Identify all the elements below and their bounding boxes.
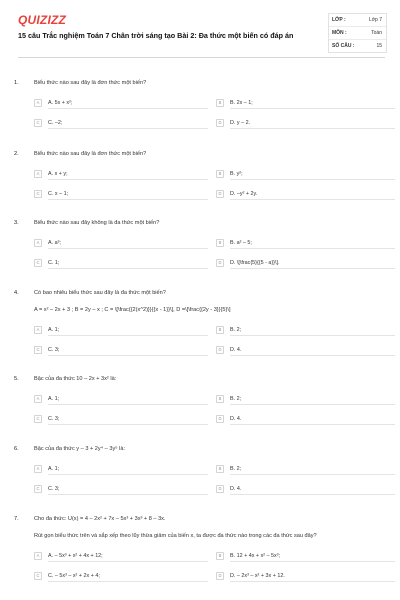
option-text: C. x – 1; (48, 190, 69, 197)
meta-table (328, 13, 387, 53)
meta-value: Toán (371, 30, 382, 36)
option-text: B. 2x – 1; (230, 99, 253, 106)
answer-option-b[interactable] (216, 168, 243, 179)
option-text: D. 4. (230, 415, 242, 422)
question-number: 4. (14, 290, 19, 296)
option-text: A. – 5x³ + x² + 4x + 12; (48, 552, 103, 559)
option-text: B. y²; (230, 170, 243, 177)
answer-option-a[interactable] (34, 550, 103, 561)
answer-option-d[interactable] (216, 344, 241, 355)
option-underline (230, 248, 395, 249)
answer-option-b[interactable] (216, 324, 241, 335)
option-underline (48, 128, 208, 129)
answer-option-c[interactable] (34, 117, 62, 128)
meta-value: Lớp 7 (368, 17, 382, 23)
header-divider (18, 57, 385, 58)
option-letter-box[interactable]: D (216, 259, 224, 267)
option-text: D. –y² + 2y. (230, 190, 258, 197)
option-underline (230, 128, 395, 129)
option-letter-box[interactable]: D (216, 485, 224, 493)
answer-option-d[interactable] (216, 188, 257, 199)
answer-option-a[interactable] (34, 393, 59, 404)
option-letter-box[interactable]: A (34, 326, 42, 334)
option-underline (48, 581, 208, 582)
answer-option-c[interactable] (34, 257, 59, 268)
meta-row-count (329, 40, 386, 52)
option-letter-box[interactable]: C (34, 346, 42, 354)
option-text: A. 1; (48, 465, 60, 472)
option-letter-box[interactable]: D (216, 572, 224, 580)
option-underline (230, 179, 395, 180)
option-underline (230, 404, 395, 405)
option-text: B. 2; (230, 326, 242, 333)
option-underline (230, 581, 395, 582)
question-text: Biểu thức nào sau đây là đơn thức một biến? (34, 80, 147, 86)
answer-option-d[interactable] (216, 570, 285, 581)
answer-option-a[interactable] (34, 168, 68, 179)
answer-option-d[interactable] (216, 117, 250, 128)
option-letter-box[interactable]: C (34, 415, 42, 423)
option-underline (48, 248, 208, 249)
question-number: 6. (14, 446, 19, 452)
question-subtext: A = x² – 2x + 3 ; B = 2y – x ; C = \[\frac{{2(x^2)}}{{x - 1}}\], D =\[\frac{{2y - 3}}{5}\] (34, 307, 231, 313)
question-text: Bậc của đa thức 10 – 2x + 3x² là: (34, 376, 117, 382)
option-letter-box[interactable]: B (216, 465, 224, 473)
option-underline (48, 561, 208, 562)
answer-option-b[interactable] (216, 393, 241, 404)
question-text: Biểu thức nào sau đây không là đa thức một biến? (34, 220, 160, 226)
answer-option-a[interactable] (34, 97, 72, 108)
answer-option-c[interactable] (34, 483, 59, 494)
option-text: C. – 5x³ – x² + 2x + 4; (48, 572, 100, 579)
question-number: 5. (14, 376, 19, 382)
answer-option-a[interactable] (34, 324, 59, 335)
option-text: D. \[\frac{5}{{5 - a}}\]. (230, 259, 280, 266)
option-text: B. 2; (230, 465, 242, 472)
option-text: C. 3; (48, 346, 60, 353)
option-text: D. 4. (230, 485, 242, 492)
question-text: Cho đa thức: U(x) = 4 – 2x² + 7x – 5x³ + 3x³ + 8 – 3x. (34, 516, 166, 522)
option-letter-box[interactable]: A (34, 552, 42, 560)
option-text: C. –2; (48, 119, 63, 126)
meta-row-subject (329, 27, 386, 40)
option-text: B. a² – 5; (230, 239, 252, 246)
option-underline (230, 424, 395, 425)
question-number: 1. (14, 80, 19, 86)
option-letter-box[interactable]: A (34, 239, 42, 247)
answer-option-b[interactable] (216, 463, 241, 474)
option-underline (48, 355, 208, 356)
option-underline (230, 108, 395, 109)
option-letter-box[interactable]: C (34, 572, 42, 580)
option-underline (230, 561, 395, 562)
answer-option-c[interactable] (34, 413, 59, 424)
option-text: D. – 2x³ – x² + 3x + 12. (230, 572, 285, 579)
option-letter-box[interactable]: C (34, 190, 42, 198)
option-letter-box[interactable]: A (34, 465, 42, 473)
option-letter-box[interactable]: B (216, 99, 224, 107)
option-letter-box[interactable]: D (216, 346, 224, 354)
question-number: 2. (14, 151, 19, 157)
answer-option-d[interactable] (216, 413, 241, 424)
option-letter-box[interactable]: C (34, 259, 42, 267)
quizizz-logo: QUIZIZZ (18, 13, 67, 27)
option-letter-box[interactable]: C (34, 485, 42, 493)
option-letter-box[interactable]: B (216, 170, 224, 178)
option-text: A. a³; (48, 239, 61, 246)
option-letter-box[interactable]: B (216, 395, 224, 403)
option-letter-box[interactable]: A (34, 395, 42, 403)
option-letter-box[interactable]: C (34, 119, 42, 127)
option-text: A. 5x + x²; (48, 99, 73, 106)
option-letter-box[interactable]: D (216, 119, 224, 127)
option-letter-box[interactable]: D (216, 415, 224, 423)
meta-key: MÔN : (332, 30, 347, 36)
option-text: C. 3; (48, 415, 60, 422)
question-subtext: Rút gọn biểu thức trên và sắp xếp theo lũy thừa giảm của biến x, ta được đa thức nào trong các đa thức sau đây? (34, 533, 317, 539)
option-underline (48, 404, 208, 405)
option-underline (48, 108, 208, 109)
answer-option-a[interactable] (34, 463, 59, 474)
option-underline (48, 268, 208, 269)
answer-option-b[interactable] (216, 237, 252, 248)
meta-row-grade (329, 14, 386, 27)
answer-option-d[interactable] (216, 257, 279, 268)
option-text: B. 2; (230, 395, 242, 402)
option-underline (230, 199, 395, 200)
option-letter-box[interactable]: A (34, 170, 42, 178)
option-letter-box[interactable]: B (216, 326, 224, 334)
option-text: D. y – 2. (230, 119, 251, 126)
option-underline (48, 335, 208, 336)
meta-key: LỚP : (332, 17, 346, 23)
option-letter-box[interactable]: B (216, 239, 224, 247)
meta-key: SỐ CÂU : (332, 43, 355, 49)
option-underline (48, 494, 208, 495)
answer-option-c[interactable] (34, 570, 100, 581)
option-text: A. x + y; (48, 170, 68, 177)
option-underline (230, 474, 395, 475)
option-text: D. 4. (230, 346, 242, 353)
question-number: 7. (14, 516, 19, 522)
option-letter-box[interactable]: B (216, 552, 224, 560)
question-number: 3. (14, 220, 19, 226)
option-underline (230, 268, 395, 269)
option-underline (230, 355, 395, 356)
option-letter-box[interactable]: D (216, 190, 224, 198)
option-underline (230, 335, 395, 336)
question-text: Biểu thức nào sau đây là đơn thức một biến? (34, 151, 147, 157)
answer-option-b[interactable] (216, 550, 280, 561)
option-text: B. 12 + 4x + x² – 5x³; (230, 552, 281, 559)
option-underline (230, 494, 395, 495)
option-text: A. 1; (48, 326, 60, 333)
option-text: C. 3; (48, 485, 60, 492)
option-text: A. 1; (48, 395, 60, 402)
question-text: Có bao nhiêu biểu thức sau đây là đa thức một biến? (34, 290, 166, 296)
page-title: 15 câu Trắc nghiệm Toán 7 Chân trời sáng tạo Bài 2: Đa thức một biến có đáp án (18, 31, 294, 40)
answer-option-c[interactable] (34, 344, 59, 355)
meta-value: 15 (376, 43, 382, 49)
answer-option-b[interactable] (216, 97, 253, 108)
question-text: Bậc của đa thức y – 3 + 2y⁴ – 3y⁵ là: (34, 446, 126, 452)
option-underline (48, 474, 208, 475)
answer-option-d[interactable] (216, 483, 241, 494)
answer-option-c[interactable] (34, 188, 68, 199)
option-underline (48, 199, 208, 200)
answer-option-a[interactable] (34, 237, 61, 248)
option-underline (48, 424, 208, 425)
option-underline (48, 179, 208, 180)
option-text: C. 1; (48, 259, 60, 266)
option-letter-box[interactable]: A (34, 99, 42, 107)
